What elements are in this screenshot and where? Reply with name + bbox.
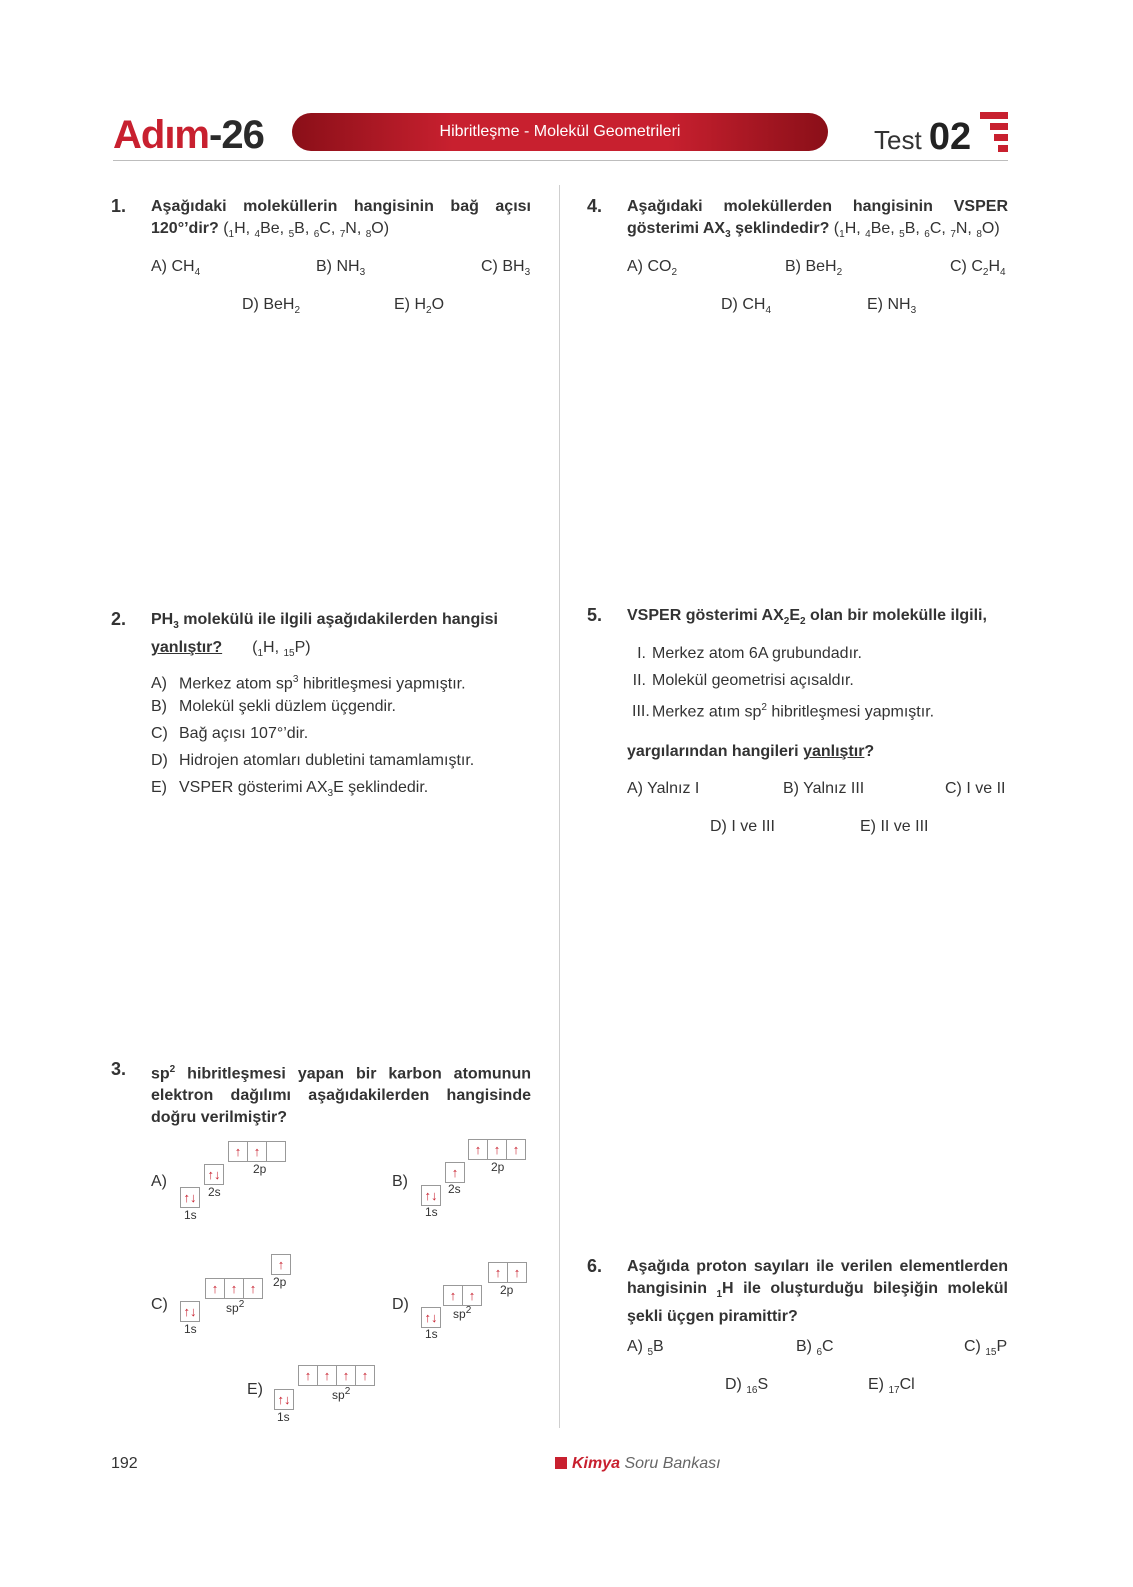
q3-c-1s: ↑↓ bbox=[180, 1301, 199, 1322]
q5-statement-1: I. Merkez atom 6A grubundadır. bbox=[637, 645, 862, 662]
test-logo-icon bbox=[978, 112, 1008, 152]
q4-option-e[interactable]: E) $NH_3$ bbox=[867, 296, 917, 317]
q1-option-a[interactable]: A) $CH_4$ bbox=[151, 258, 201, 279]
q5-option-e[interactable]: E) II ve III bbox=[860, 818, 929, 835]
q1-option-b[interactable]: B) $NH_3$ bbox=[316, 258, 366, 279]
q5-option-a[interactable]: A) Yalnız I bbox=[627, 780, 700, 797]
q1-stem: Aşağıdaki moleküllerin hangisinin bağ açısı 120°’dir? ($_1H$, $_4$Be, $_5$B, $_6$C, $_7$N, $_8$O) bbox=[151, 198, 531, 241]
q1-option-e[interactable]: E) $H_2O$ bbox=[394, 296, 445, 317]
q6-option-e[interactable]: E) $_{17}$Cl bbox=[868, 1376, 915, 1397]
q6-stem: Aşağıda proton sayıları ile verilen elementlerden hangisinin $_1$H ile oluşturduğu bileşiğin molekül şekli üçgen piramittir? bbox=[627, 1258, 1008, 1326]
q3-number: 3. bbox=[111, 1059, 127, 1079]
q5-statement-3: III. Merkez atım $sp^2$ hibritleşmesi yapmıştır. bbox=[632, 702, 935, 721]
brand-logo bbox=[113, 112, 264, 158]
q3-a-2s: ↑↓ bbox=[204, 1164, 223, 1185]
q3-a-2p: ↑ ↑ bbox=[228, 1141, 285, 1162]
test-number: 02 bbox=[928, 116, 972, 158]
q1-number: 1. bbox=[111, 196, 127, 216]
q3-e-1s: ↑↓ bbox=[274, 1389, 293, 1410]
column-divider bbox=[559, 185, 560, 1428]
topic-banner: Hibritleşme - Molekül Geometrileri bbox=[292, 113, 828, 151]
q2-number: 2. bbox=[111, 609, 127, 629]
q3-b-2p: ↑ ↑ ↑ bbox=[468, 1139, 525, 1160]
test-word: Test bbox=[874, 125, 922, 155]
q2-stem: $PH_3$ molekülü ile ilgili aşağıdakilerden hangisi yanlıştır? ($_1H$, $_{15}$P) bbox=[151, 611, 498, 660]
q3-d-sp2: ↑ ↑ bbox=[443, 1285, 481, 1306]
q6-option-a[interactable]: A) $_5$B bbox=[627, 1338, 664, 1359]
q2-option-a[interactable]: A) Merkez atom $sp^3$ hibritleşmesi yapmıştır. bbox=[151, 674, 466, 693]
q3-e-sp2: ↑ ↑ ↑ ↑ bbox=[298, 1365, 374, 1386]
q6-option-b[interactable]: B) $_6$C bbox=[796, 1338, 834, 1359]
q4-number: 4. bbox=[587, 196, 603, 216]
q4-stem: Aşağıdaki moleküllerden hangisinin VSPER gösterimi $AX_3$ şeklindedir? ($_1H$, $_4$Be, $_5$B, $_6$C, $_7$N, $_8$O) bbox=[627, 198, 1008, 241]
q4-option-b[interactable]: B) BeH$_2$ bbox=[785, 258, 843, 279]
q3-option-d[interactable]: D) bbox=[392, 1296, 409, 1313]
q5-statements bbox=[632, 640, 1012, 721]
q2-option-e[interactable]: E) VSPER gösterimi $AX_3E$ şeklindedir. bbox=[151, 779, 429, 800]
q4-option-d[interactable]: D) $CH_4$ bbox=[721, 296, 771, 317]
q6-number: 6. bbox=[587, 1256, 603, 1276]
q3-option-a[interactable]: A) bbox=[151, 1173, 167, 1190]
q4-option-c[interactable]: C) $C_2H_4$ bbox=[950, 258, 1006, 279]
footer-square-icon bbox=[555, 1457, 567, 1469]
q3-c-sp2: ↑ ↑ ↑ bbox=[205, 1278, 262, 1299]
q4-option-a[interactable]: A) $CO_2$ bbox=[627, 258, 678, 279]
q5-number: 5. bbox=[587, 605, 603, 625]
q5-option-b[interactable]: B) Yalnız III bbox=[783, 780, 865, 797]
q5-statement-2: II. Molekül geometrisi açısaldır. bbox=[632, 672, 854, 689]
test-label bbox=[874, 114, 971, 160]
q3-stem: $sp^2$ hibritleşmesi yapan bir karbon atomunun elektron dağılımı aşağıdakilerden hangisinde doğru verilmiştir? bbox=[151, 1064, 531, 1127]
q2-option-d[interactable]: D) Hidrojen atomları dubletini tamamlamıştır. bbox=[151, 752, 475, 769]
q3-a-1s: ↑↓ bbox=[180, 1187, 199, 1208]
q5-option-d[interactable]: D) I ve III bbox=[710, 818, 775, 835]
q2-option-b[interactable]: B) Molekül şekli düzlem üçgendir. bbox=[151, 698, 396, 715]
brand-number: -26 bbox=[209, 113, 264, 157]
q3-c-2p: ↑ bbox=[271, 1254, 290, 1275]
q1-option-d[interactable]: D) BeH$_2$ bbox=[242, 296, 301, 317]
q5-option-c[interactable]: C) I ve II bbox=[945, 780, 1006, 797]
q3-b-2s: ↑ bbox=[445, 1162, 464, 1183]
header-divider bbox=[113, 160, 1008, 161]
q3-b-1s: ↑↓ bbox=[421, 1185, 440, 1206]
q6-option-d[interactable]: D) $_{16}$S bbox=[725, 1376, 769, 1397]
q5-stem: VSPER gösterimi $AX_2E_2$ olan bir molekülle ilgili, bbox=[627, 607, 987, 628]
page-number: 192 bbox=[111, 1455, 138, 1472]
q2-option-c[interactable]: C) Bağ açısı 107°’dir. bbox=[151, 725, 309, 742]
footer-brand: Kimya Soru Bankası bbox=[555, 1455, 721, 1473]
q3-d-2p: ↑ ↑ bbox=[488, 1262, 526, 1283]
q6-option-c[interactable]: C) $_{15}$P bbox=[964, 1338, 1008, 1359]
q3-option-e[interactable]: E) bbox=[247, 1381, 263, 1398]
brand-prefix: Adım bbox=[113, 113, 209, 157]
q2-options bbox=[151, 666, 541, 801]
q3-option-c[interactable]: C) bbox=[151, 1296, 168, 1313]
q5-question: yargılarından hangileri yanlıştır? bbox=[627, 743, 875, 760]
q1-option-c[interactable]: C) $BH_3$ bbox=[481, 258, 531, 279]
q3-option-b[interactable]: B) bbox=[392, 1173, 408, 1190]
q3-d-1s: ↑↓ bbox=[421, 1307, 440, 1328]
